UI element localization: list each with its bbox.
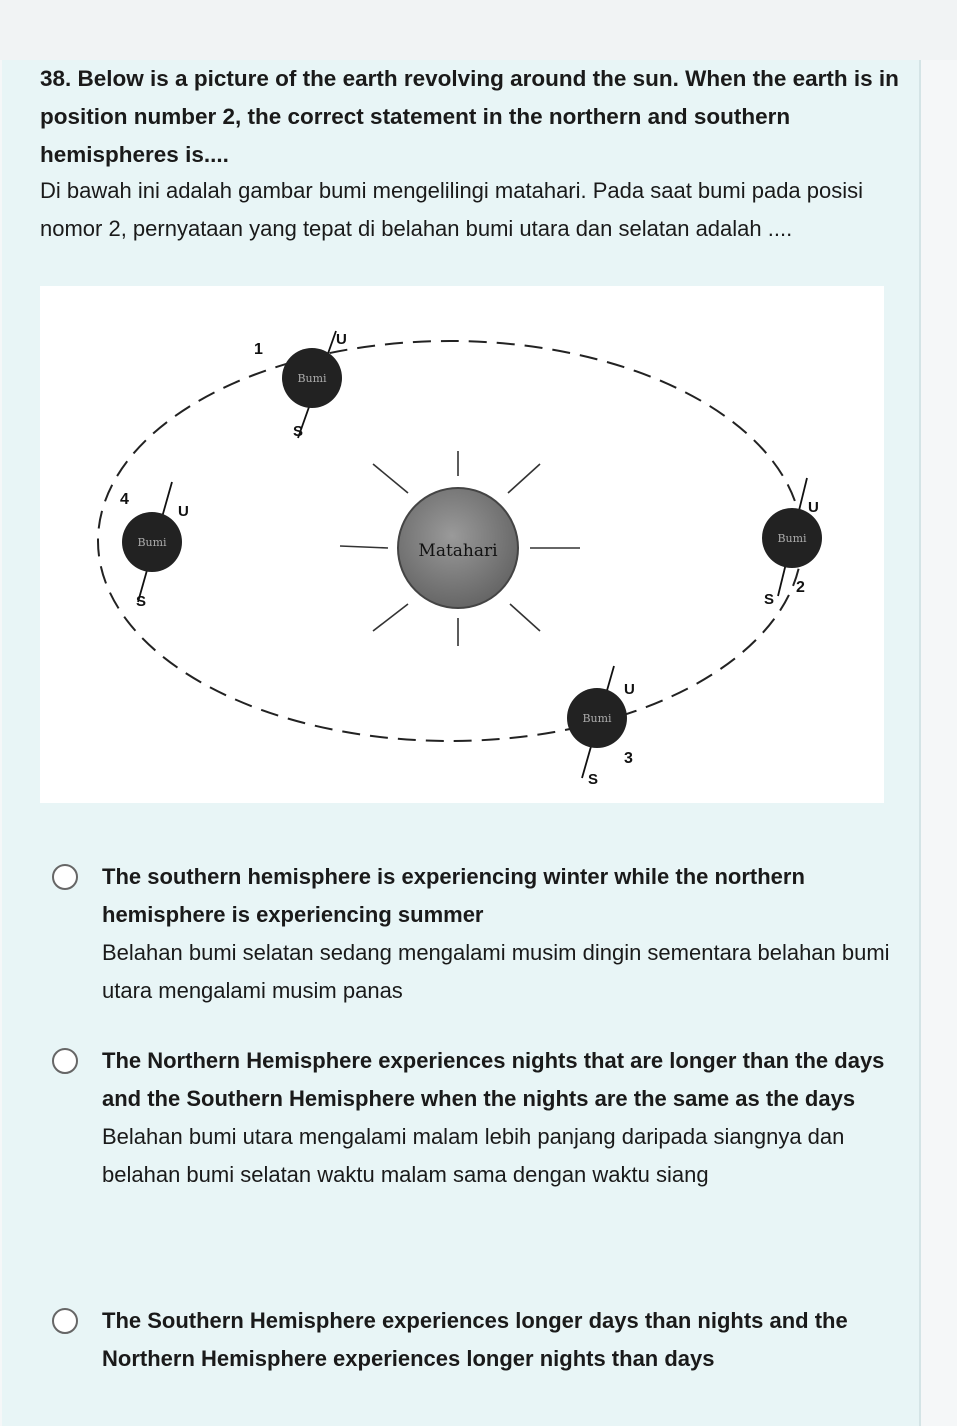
position-number-2: 2	[796, 579, 805, 596]
option-text-en: The southern hemisphere is experiencing winter while the northern hemisphere is experiencing summer	[102, 864, 805, 927]
south-label-3: S	[588, 771, 599, 788]
position-number-4: 4	[120, 491, 129, 508]
earth-position-1	[254, 331, 347, 440]
earth-label-1: Bumi	[297, 372, 327, 385]
earth-position-2	[762, 478, 822, 608]
north-label-1: U	[336, 331, 347, 348]
earth-position-3	[567, 666, 635, 788]
position-number-3: 3	[624, 750, 633, 767]
south-label-2: S	[764, 591, 775, 608]
radio-button[interactable]	[52, 864, 78, 890]
option-text-en: The Southern Hemisphere experiences longer days than nights and the Northern Hemisphere experiences longer nights than days	[102, 1308, 848, 1371]
top-strip	[0, 0, 957, 60]
position-number-1: 1	[254, 341, 263, 358]
option-text-id: Belahan bumi selatan sedang mengalami musim dingin sementara belahan bumi utara mengalami musim panas	[102, 940, 890, 1003]
earth-position-4	[120, 482, 189, 610]
question-text-en: 38. Below is a picture of the earth revolving around the sun. When the earth is in position number 2, the correct statement in the northern and southern hemispheres is....	[40, 66, 899, 167]
earth-label-4: Bumi	[137, 536, 167, 549]
north-label-4: U	[178, 503, 189, 520]
south-label-4: S	[136, 593, 147, 610]
north-label-2: U	[808, 499, 819, 516]
sun-label: Matahari	[418, 541, 498, 561]
radio-button[interactable]	[52, 1308, 78, 1334]
north-label-3: U	[624, 681, 635, 698]
option-text	[102, 858, 892, 1010]
south-label-1: S	[293, 423, 304, 440]
option-text	[102, 1302, 892, 1378]
earth-label-2: Bumi	[777, 532, 807, 545]
radio-button[interactable]	[52, 1048, 78, 1074]
option-text-id: Belahan bumi utara mengalami malam lebih panjang daripada siangnya dan belahan bumi selatan waktu malam sama dengan waktu siang	[102, 1124, 845, 1187]
earth-label-3: Bumi	[582, 712, 612, 725]
orbit-svg	[40, 286, 884, 803]
option-text-en: The Northern Hemisphere experiences nights that are longer than the days and the Southern Hemisphere when the nights are the same as the days	[102, 1048, 885, 1111]
question-text-id: Di bawah ini adalah gambar bumi mengelilingi matahari. Pada saat bumi pada posisi nomor 2, pernyataan yang tepat di belahan bumi utara dan selatan adalah ....	[40, 178, 864, 241]
orbit-diagram	[40, 286, 884, 803]
option-text	[102, 1042, 892, 1194]
